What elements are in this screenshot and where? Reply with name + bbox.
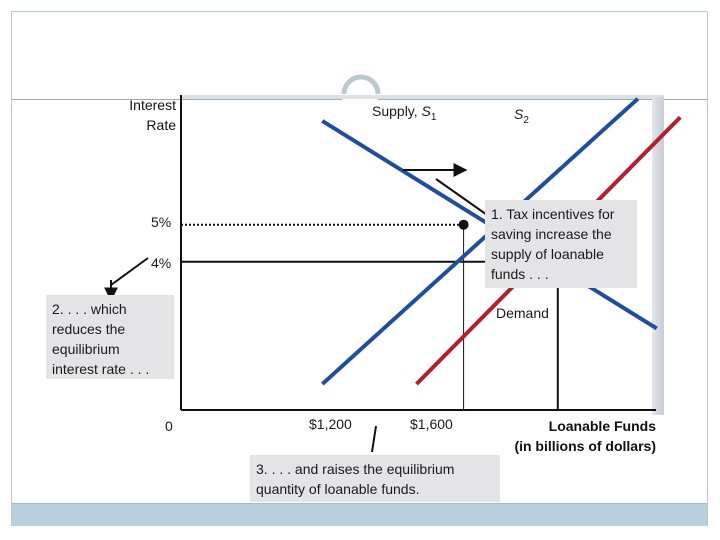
origin-label: 0 [165,418,173,434]
series-label-supply2: $S_2$ [514,106,529,126]
x-axis-label: Loanable Funds (in billions of dollars) [514,418,656,454]
series-label-demand: Demand [496,305,549,321]
y-axis-label: Interest Rate [129,97,176,133]
title-ornament-icon [344,77,378,94]
y-tick-5pct: 5% [151,214,172,230]
annotation-raises-quantity: 3. . . . and raises the equilibrium quantity of loanable funds. [250,455,500,502]
annotation-reduces-rate: 2. . . . which reduces the equilibrium interest rate . . . [46,295,174,379]
x-tick-1600: $1,600 [410,416,453,432]
leader-annotation-2 [111,258,148,285]
equilibrium-point-1 [459,220,469,230]
annotation-tax-incentives: 1. Tax incentives for saving increase the supply of loanable funds . . . [485,200,637,288]
leader-annotation-3 [372,426,376,452]
y-tick-4pct: 4% [151,255,172,271]
x-tick-1200: $1,200 [309,416,352,432]
series-label-supply1: Supply, $S_1$ [372,103,437,123]
